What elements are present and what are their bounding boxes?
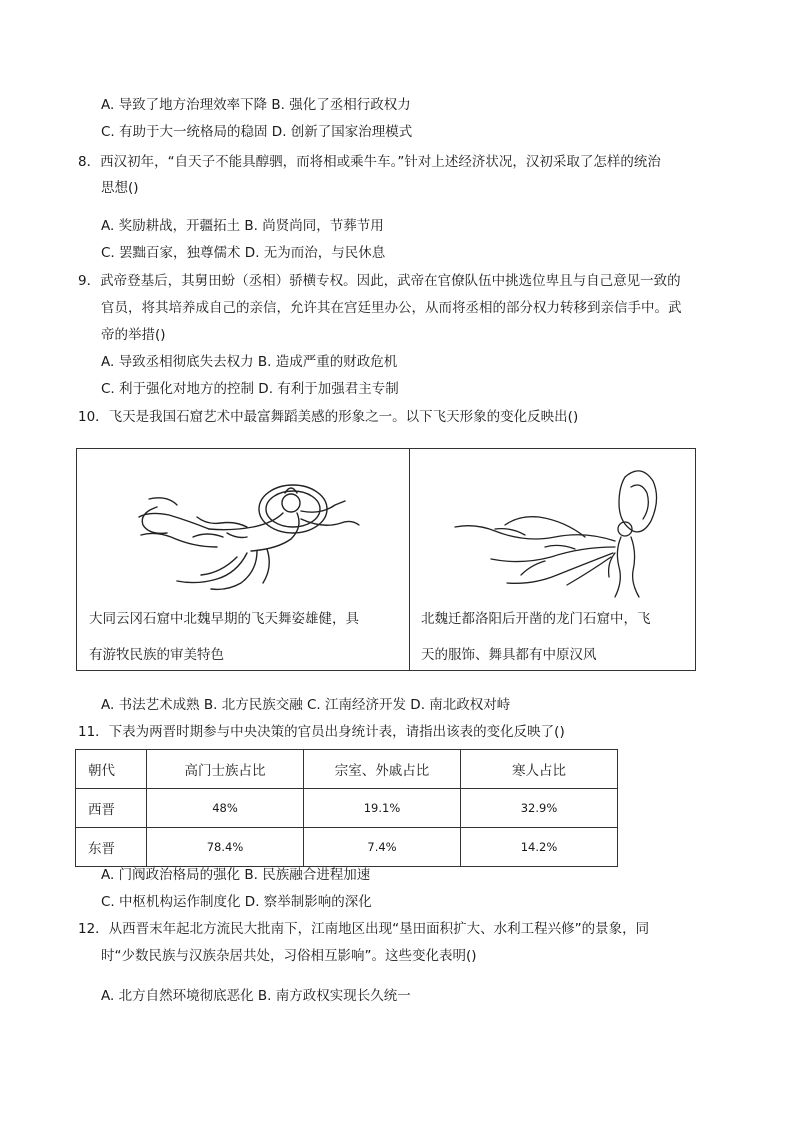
table-header-cell: 宗室、外戚占比 (304, 750, 461, 789)
q8-options-line-2: C. 罢黜百家，独尊儒术 D. 无为而治，与民休息 (101, 245, 386, 261)
table-cell: 东晋 (76, 828, 147, 867)
q12-stem-line-2: 时“少数民族与汉族杂居共处，习俗相互影响”。这些变化表明() (101, 948, 477, 964)
caption-longmen (421, 601, 651, 673)
q10-options: A. 书法艺术成熟 B. 北方民族交融 C. 江南经济开发 D. 南北政权对峙 (101, 697, 511, 713)
caption-longmen-line-1: 北魏迁都洛阳后开凿的龙门石窟中，飞 (421, 611, 651, 627)
table-header-cell: 朝代 (76, 750, 147, 789)
q10-stem: 10．飞天是我国石窟艺术中最富舞蹈美感的形象之一。以下飞天形象的变化反映出() (78, 409, 579, 425)
q9-stem-line-1: 9．武帝登基后，其舅田蚡（丞相）骄横专权。因此，武帝在官僚队伍中挑选位卑且与自己意见一致的 (78, 273, 681, 289)
q12-stem-line-1: 12．从西晋末年起北方流民大批南下，江南地区出现“垦田面积扩大、水利工程兴修”的景象，同 (78, 921, 650, 937)
q12-options-line-1: A. 北方自然环境彻底恶化 B. 南方政权实现长久统一 (101, 988, 411, 1004)
caption-yungang (89, 601, 359, 673)
q11-stem: 11．下表为两晋时期参与中央决策的官员出身统计表，请指出该表的变化反映了() (78, 724, 565, 740)
table-cell: 西晋 (76, 789, 147, 828)
table-cell: 7.4% (304, 828, 461, 867)
q7-options-line-1: A. 导致了地方治理效率下降 B. 强化了丞相行政权力 (101, 97, 411, 113)
table-cell: 14.2% (461, 828, 618, 867)
q9-stem-line-2: 官员，将其培养成自己的亲信，允许其在宫廷里办公，从而将丞相的部分权力转移到亲信手中。武 (101, 300, 682, 316)
official-origin-table (75, 749, 618, 867)
table-header-cell: 高门士族占比 (147, 750, 304, 789)
table-cell: 78.4% (147, 828, 304, 867)
q9-stem-line-3: 帝的举措() (101, 327, 166, 343)
q11-options-line-2: C. 中枢机构运作制度化 D. 察举制影响的深化 (101, 894, 372, 910)
table-cell: 19.1% (304, 789, 461, 828)
q9-options-line-1: A. 导致丞相彻底失去权力 B. 造成严重的财政危机 (101, 354, 398, 370)
q8-stem-line-1: 8．西汉初年，“自天子不能具醇驷，而将相或乘牛车。”针对上述经济状况，汉初采取了怎样的统治 (78, 154, 661, 170)
q9-options-line-2: C. 利于强化对地方的控制 D. 有利于加强君主专制 (101, 381, 399, 397)
image-divider (409, 449, 410, 670)
feitian-image-table (76, 448, 696, 671)
table-row (76, 789, 618, 828)
table-cell: 32.9% (461, 789, 618, 828)
table-row (76, 828, 618, 867)
q7-options-line-2: C. 有助于大一统格局的稳固 D. 创新了国家治理模式 (101, 124, 413, 140)
longmen-feitian-illustration (425, 457, 687, 607)
table-cell: 48% (147, 789, 304, 828)
q8-options-line-1: A. 奖励耕战，开疆拓土 B. 尚贤尚同，节葬节用 (101, 218, 384, 234)
q8-stem-line-2: 思想() (101, 180, 139, 196)
caption-yungang-line-1: 大同云冈石窟中北魏早期的飞天舞姿雄健，具 (89, 611, 359, 627)
q11-options-line-1: A. 门阀政治格局的强化 B. 民族融合进程加速 (101, 867, 371, 883)
table-header-cell: 寒人占比 (461, 750, 618, 789)
caption-yungang-line-2: 有游牧民族的审美特色 (89, 647, 224, 663)
table-header-row (76, 750, 618, 789)
caption-longmen-line-2: 天的服饰、舞具都有中原汉风 (421, 647, 597, 663)
yungang-feitian-illustration (97, 457, 389, 607)
